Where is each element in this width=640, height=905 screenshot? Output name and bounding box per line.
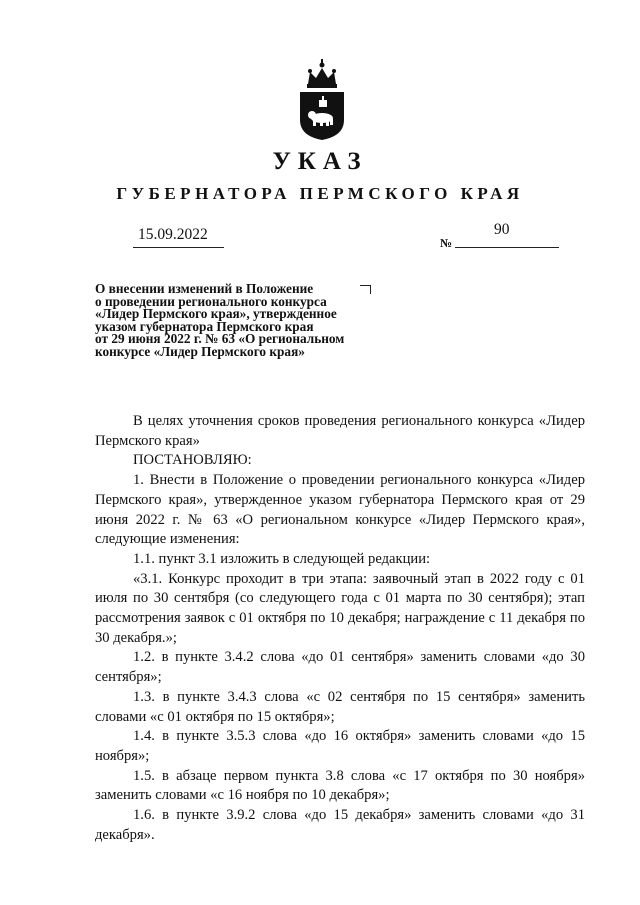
- subject-line: О внесении изменений в Положение: [95, 281, 314, 296]
- document-title: УКАЗ: [272, 148, 368, 175]
- crown-icon: [307, 59, 337, 88]
- date-underline: [133, 247, 224, 248]
- item-paragraph: 1.3. в пункте 3.4.3 слова «с 02 сентября по 15 сентября» заменить словами «с 01 октября по 15 октября»;: [95, 688, 585, 725]
- document-date: 15.09.2022: [138, 226, 208, 243]
- document-subtitle: ГУБЕРНАТОРА ПЕРМСКОГО КРАЯ: [116, 184, 524, 203]
- document-body: [95, 412, 585, 845]
- document-number: 90: [494, 221, 510, 238]
- item-paragraph: «3.1. Конкурс проходит в три этапа: заявочный этап в 2022 году с 01 июля по 30 сентября (со следующего года с 01 марта по 30 сентября); этап рассмотрения заявок с 01 октября по 10 декабря; награждение с 11 декабря по 30 декабря.»;: [95, 570, 585, 646]
- item-paragraph: 1.6. в пункте 3.9.2 слова «до 15 декабря» заменить словами «до 31 декабря».: [95, 807, 585, 843]
- preamble-paragraph: В целях уточнения сроков проведения регионального конкурса «Лидер Пермского края»: [95, 413, 585, 449]
- subject-line: о проведении регионального конкурса: [95, 293, 327, 309]
- subject-line: от 29 июня 2022 г. № 63 «О региональном: [95, 331, 345, 347]
- subject-corner-mark: [360, 285, 371, 294]
- item-paragraph: 1.1. пункт 3.1 изложить в следующей редакции:: [133, 550, 431, 567]
- coat-of-arms-icon: [296, 56, 348, 140]
- number-prefix: №: [440, 236, 453, 250]
- item-paragraph: 1.2. в пункте 3.4.2 слова «до 01 сентября» заменить словами «до 30 сентября»;: [95, 649, 585, 686]
- document-subject: [95, 283, 395, 359]
- subject-line: «Лидер Пермского края», утвержденное: [95, 306, 337, 322]
- number-underline: [455, 247, 559, 248]
- resolution-heading: ПОСТАНОВЛЯЮ:: [133, 452, 252, 469]
- item-paragraph: 1.4. в пункте 3.5.3 слова «до 16 октября» заменить словами «до 15 ноября»;: [95, 728, 585, 764]
- subject-line: указом губернатора Пермского края: [95, 318, 314, 334]
- subject-line: конкурсе «Лидер Пермского края»: [95, 343, 305, 359]
- item-paragraph: 1.5. в абзаце первом пункта 3.8 слова «с 17 октября по 30 ноября» заменить словами «с 16 ноября по 10 декабря»;: [95, 767, 585, 804]
- item-paragraph: 1. Внести в Положение о проведении регионального конкурса «Лидер Пермского края», утвержденное указом губернатора Пермского края от 29 июня 2022 г. № 63 «О региональном конкурсе «Лидер Пермского края», следующие изменения:: [95, 472, 585, 548]
